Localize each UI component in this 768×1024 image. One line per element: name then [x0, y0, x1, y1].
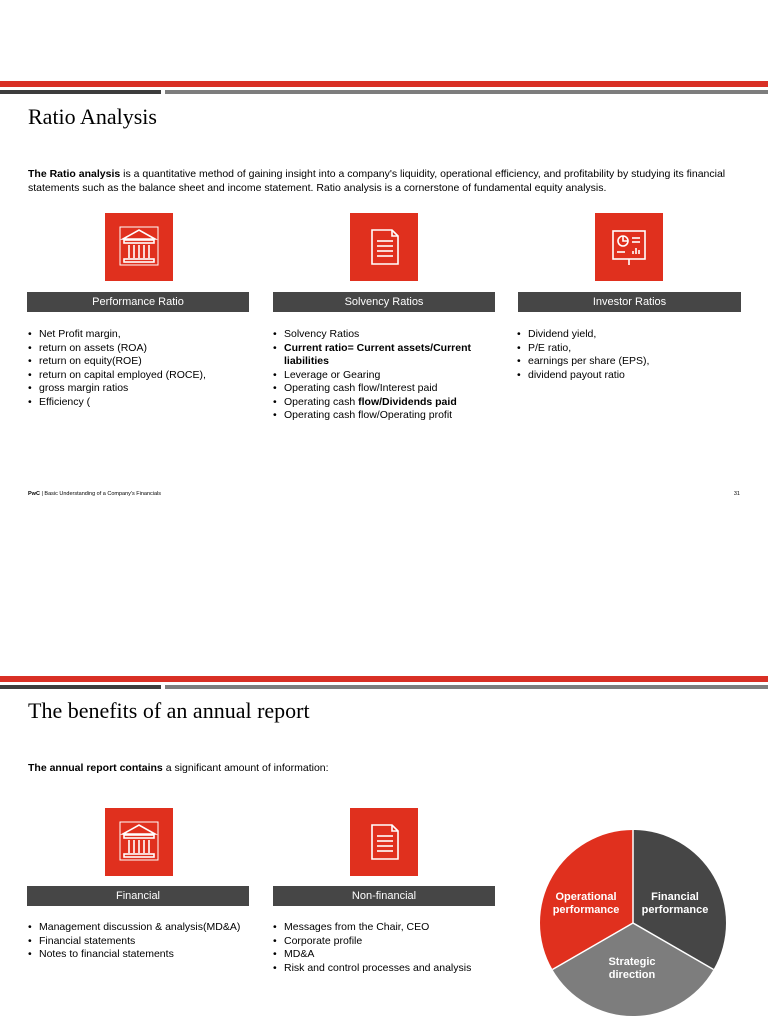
page-title: The benefits of an annual report	[28, 698, 310, 723]
performance-ratio-list	[28, 328, 250, 409]
list-item: • earnings per share (EPS),	[517, 355, 739, 369]
document-icon	[350, 808, 418, 876]
column-header-non-financial: Non-financial	[273, 886, 495, 906]
list-item: • gross margin ratios	[28, 382, 250, 396]
document-icon	[350, 213, 418, 281]
list-item: • Messages from the Chair, CEO	[273, 921, 495, 935]
intro-bold: The annual report contains	[28, 762, 163, 774]
column-header-financial: Financial	[27, 886, 249, 906]
pie-label-financial-line2: performance	[641, 904, 709, 916]
top-grey-rule	[165, 685, 768, 689]
list-item: • Operating cash flow/Operating profit	[273, 409, 495, 423]
list-item: • Operating cash flow/Dividends paid	[273, 396, 495, 410]
footer	[28, 491, 161, 497]
list-item: • return on capital employed (ROCE),	[28, 369, 250, 383]
top-red-rule	[0, 81, 768, 87]
pie-label-operational-line2: performance	[552, 904, 620, 916]
solvency-ratio-list	[273, 328, 495, 423]
intro-paragraph	[28, 762, 740, 776]
presentation-chart-icon	[595, 213, 663, 281]
list-item: • Notes to financial statements	[28, 948, 250, 962]
page-title: Ratio Analysis	[28, 104, 157, 129]
list-item: • dividend payout ratio	[517, 369, 739, 383]
top-dark-rule	[0, 685, 161, 689]
bank-building-icon	[105, 808, 173, 876]
financial-list	[28, 921, 250, 962]
intro-text: a significant amount of information:	[162, 762, 329, 774]
pie-label-operational-line1: Operational	[555, 891, 617, 903]
list-item: • return on equity(ROE)	[28, 355, 250, 369]
non-financial-list	[273, 921, 495, 975]
column-header-solvency: Solvency Ratios	[273, 292, 495, 312]
pie-label-strategic-line1: Strategic	[608, 956, 656, 968]
annual-report-pie	[540, 830, 726, 1016]
slide-annual-report	[0, 512, 768, 1024]
list-item: • Efficiency (	[28, 396, 250, 410]
pie-label-strategic-line2: direction	[608, 969, 656, 981]
list-item: • Current ratio= Current assets/Current liabilities	[273, 342, 495, 369]
footer-text: | Basic Understanding of a Company's Financials	[39, 491, 162, 497]
pie-label-financial-line1: Financial	[651, 891, 699, 903]
column-header-investor: Investor Ratios	[518, 292, 741, 312]
top-grey-rule	[165, 90, 768, 94]
top-red-rule	[0, 676, 768, 682]
page-number: 31	[733, 491, 740, 497]
column-header-performance: Performance Ratio	[27, 292, 249, 312]
list-item: • Management discussion & analysis(MD&A)	[28, 921, 250, 935]
top-dark-rule	[0, 90, 161, 94]
list-item: • MD&A	[273, 948, 495, 962]
bank-building-icon	[105, 213, 173, 281]
list-item: • return on assets (ROA)	[28, 342, 250, 356]
list-item: • Leverage or Gearing	[273, 369, 495, 383]
list-item: • Corporate profile	[273, 935, 495, 949]
intro-bold: The Ratio analysis	[28, 168, 121, 180]
intro-text: is a quantitative method of gaining insight into a company's liquidity, operational efficiency, and profitability by studying its financial statements such as the balance sheet and income statement. Ratio analysis is a cornerstone of fundamental equity analysis.	[28, 168, 726, 194]
list-item: • Net Profit margin,	[28, 328, 250, 342]
investor-ratio-list	[517, 328, 739, 382]
list-item: • Dividend yield,	[517, 328, 739, 342]
footer-brand: PwC	[28, 491, 40, 497]
list-item: • Risk and control processes and analysis	[273, 962, 495, 976]
list-item: • Solvency Ratios	[273, 328, 495, 342]
list-item: • Operating cash flow/Interest paid	[273, 382, 495, 396]
list-item: • P/E ratio,	[517, 342, 739, 356]
list-item: • Financial statements	[28, 935, 250, 949]
intro-paragraph	[28, 168, 740, 195]
